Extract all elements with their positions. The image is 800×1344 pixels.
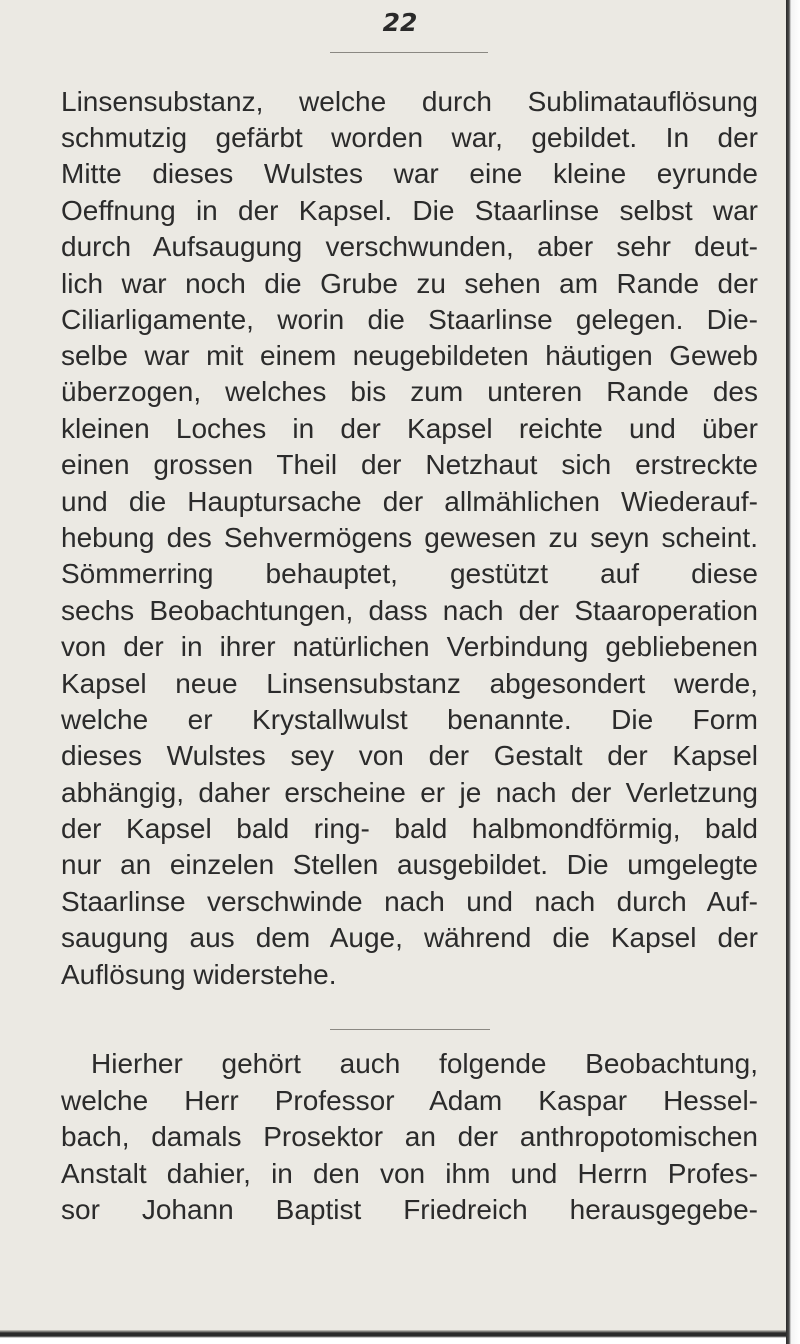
text-line: Staarlinse verschwinde nach und nach durch Auf- [61,886,758,917]
page-number: 22 [382,8,418,37]
text-line: welche Herr Professor Adam Kaspar Hessel- [61,1085,758,1116]
text-line: bach, damals Prosektor an der anthropotomischen [61,1121,758,1152]
text-line: der Kapsel bald ring- bald halbmondförmig, bald [61,813,758,844]
text-line: hebung des Sehvermögens gewesen zu seyn scheint. [61,522,758,553]
text-line: selbe war mit einem neugebildeten häutigen Geweb [61,340,758,371]
text-line: lich war noch die Grube zu sehen am Rande der [61,268,758,299]
section-divider [330,1029,490,1030]
text-line: sor Johann Baptist Friedreich herausgegebe- [61,1194,758,1225]
text-line: Linsensubstanz, welche durch Sublimatauflösung [61,86,758,117]
text-line: überzogen, welches bis zum unteren Rande des [61,376,758,407]
text-line: abhängig, daher erscheine er je nach der Verletzung [61,777,758,808]
text-line: sechs Beobachtungen, dass nach der Staaroperation [61,595,758,626]
text-line: Ciliarligamente, worin die Staarlinse gelegen. Die- [61,304,758,335]
text-line: Hierher gehört auch folgende Beobachtung, [91,1048,758,1079]
page-edge-right [786,0,800,1344]
text-line: Kapsel neue Linsensubstanz abgesondert werde, [61,668,758,699]
text-line: Anstalt dahier, in den von ihm und Herrn Profes- [61,1158,758,1189]
text-line: von der in ihrer natürlichen Verbindung gebliebenen [61,631,758,662]
text-line: Mitte dieses Wulstes war eine kleine eyrunde [61,158,758,189]
text-line: kleinen Loches in der Kapsel reichte und über [61,413,758,444]
header-rule [330,52,488,53]
text-line: durch Aufsaugung verschwunden, aber sehr deut- [61,231,758,262]
text-line: welche er Krystallwulst benannte. Die Form [61,704,758,735]
page-edge-bottom [0,1330,786,1344]
text-line: nur an einzelen Stellen ausgebildet. Die umgelegte [61,849,758,880]
text-line: saugung aus dem Auge, während die Kapsel der [61,922,758,953]
text-line: Sömmerring behauptet, gestützt auf diese [61,558,758,589]
text-line: einen grossen Theil der Netzhaut sich erstreckte [61,449,758,480]
text-line: schmutzig gefärbt worden war, gebildet. In der [61,122,758,153]
text-line: Auflösung widerstehe. [61,959,337,990]
text-line: Oeffnung in der Kapsel. Die Staarlinse selbst war [61,195,758,226]
text-line: und die Hauptursache der allmählichen Wiederauf- [61,486,758,517]
text-line: dieses Wulstes sey von der Gestalt der Kapsel [61,740,758,771]
